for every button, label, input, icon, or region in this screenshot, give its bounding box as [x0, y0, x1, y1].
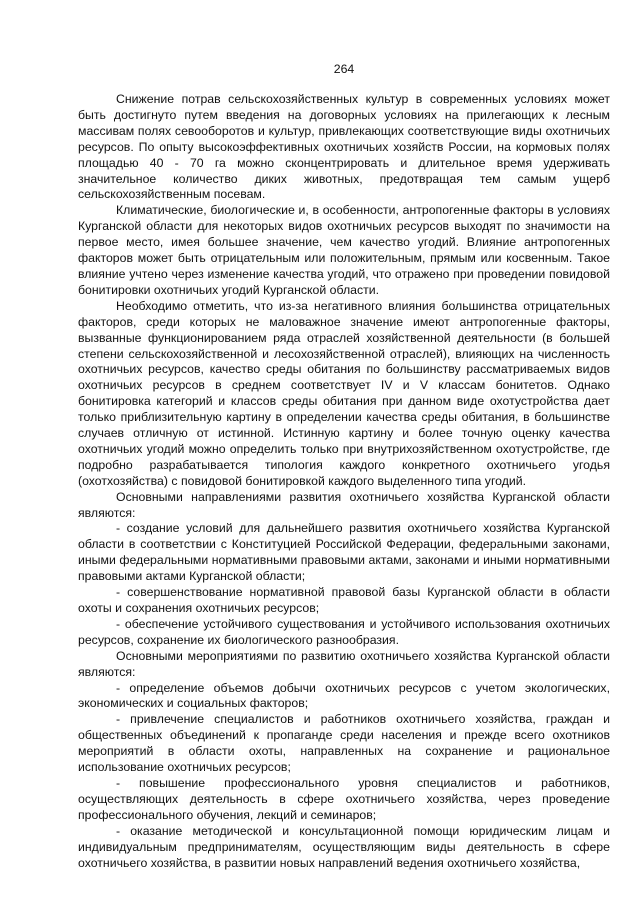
list-item: - определение объемов добычи охотничьих ресурсов с учетом экологических, экономических и социальных факторов; [78, 680, 610, 711]
document-page [78, 0, 610, 905]
list-item: - привлечение специалистов и работников охотничьего хозяйства, граждан и общественных объединений к пропаганде среди населения и прежде всего охотников мероприятий в области охоты, направленных на сохранение и рациональное использование охотничьих ресурсов; [78, 712, 610, 775]
paragraph: Снижение потрав сельскохозяйственных культур в современных условиях может быть достигнуто путем введения на договорных условиях на прилегающих к лесным массивам полях севооборотов и культур, привлекающих соответствующие виды охотничьих ресурсов. По опыту высокоэффективных охотничьих хозяйств России, на кормовых полях площадью 40 - 70 га можно сконцентрировать и длительное время удерживать значительное количество диких животных, предотвращая тем самым ущерб сельскохозяйственным посевам. [78, 92, 610, 202]
list-item: - совершенствование нормативной правовой базы Курганской области в области охоты и сохранения охотничьих ресурсов; [78, 585, 610, 615]
document-body [78, 92, 610, 871]
list-item: - создание условий для дальнейшего развития охотничьего хозяйства Курганской области в соответствии с Конституцией Российской Федерации, федеральными законами, иными федеральными нормативными правовыми актами, законами и иными нормативными правовыми актами Курганской области; [78, 521, 610, 584]
list-item: - обеспечение устойчивого существования и устойчивого использования охотничьих ресурсов, сохранение их биологического разнообразия. [78, 616, 610, 647]
paragraph: Климатические, биологические и, в особенности, антропогенные факторы в условиях Курганской области для некоторых видов охотничьих ресурсов выходят по значимости на первое место, имея большее значение, чем качество угодий. Влияние антропогенных факторов может быть отрицательным или положительным, прямым или косвенным. Такое влияние учтено через изменение качества угодий, что отражено при проведении повидовой бонитировки охотничьих угодий Курганской области. [78, 203, 610, 297]
paragraph: Необходимо отметить, что из-за негативного влияния большинства отрицательных факторов, среди которых не маловажное значение имеют антропогенные факторы, вызванные функционированием ряда отраслей хозяйственной деятельности (в большей степени сельскохозяйственной и лесохозяйственной отраслей), влияющих на численность охотничьих ресурсов, качество среды обитания по большинству рассматриваемых видов охотничьих ресурсов в среднем соответствует IV и V классам бонитетов. Однако бонитировка категорий и классов среды обитания при данном виде охотустройства дает только приблизительную картину в определении качества среды обитания, в большинстве случаев отличную от истинной. Истинную картину и более точную оценку качества охотничьих угодий можно определить только при внутрихозяйственном охотустройстве, где подробно разрабатывается типология каждого конкретного охотничьего угодья (охотхозяйства) с повидовой бонитировкой каждого выделенного типа угодий. [78, 298, 610, 488]
list-item: - оказание методической и консультационной помощи юридическим лицам и индивидуальным предпринимателям, осуществляющим виды деятельность в сфере охотничьего хозяйства, в развитии новых направлений ведения охотничьего хозяйства, [78, 823, 610, 870]
paragraph: Основными направлениями развития охотничьего хозяйства Курганской области являются: [78, 489, 610, 520]
list-item: - повышение профессионального уровня специалистов и работников, осуществляющих деятельность в сфере охотничьего хозяйства, через проведение профессионального обучения, лекций и семинаров; [78, 775, 610, 822]
page-number: 264 [333, 62, 355, 76]
paragraph: Основными мероприятиями по развитию охотничьего хозяйства Курганской области являются: [78, 648, 610, 679]
